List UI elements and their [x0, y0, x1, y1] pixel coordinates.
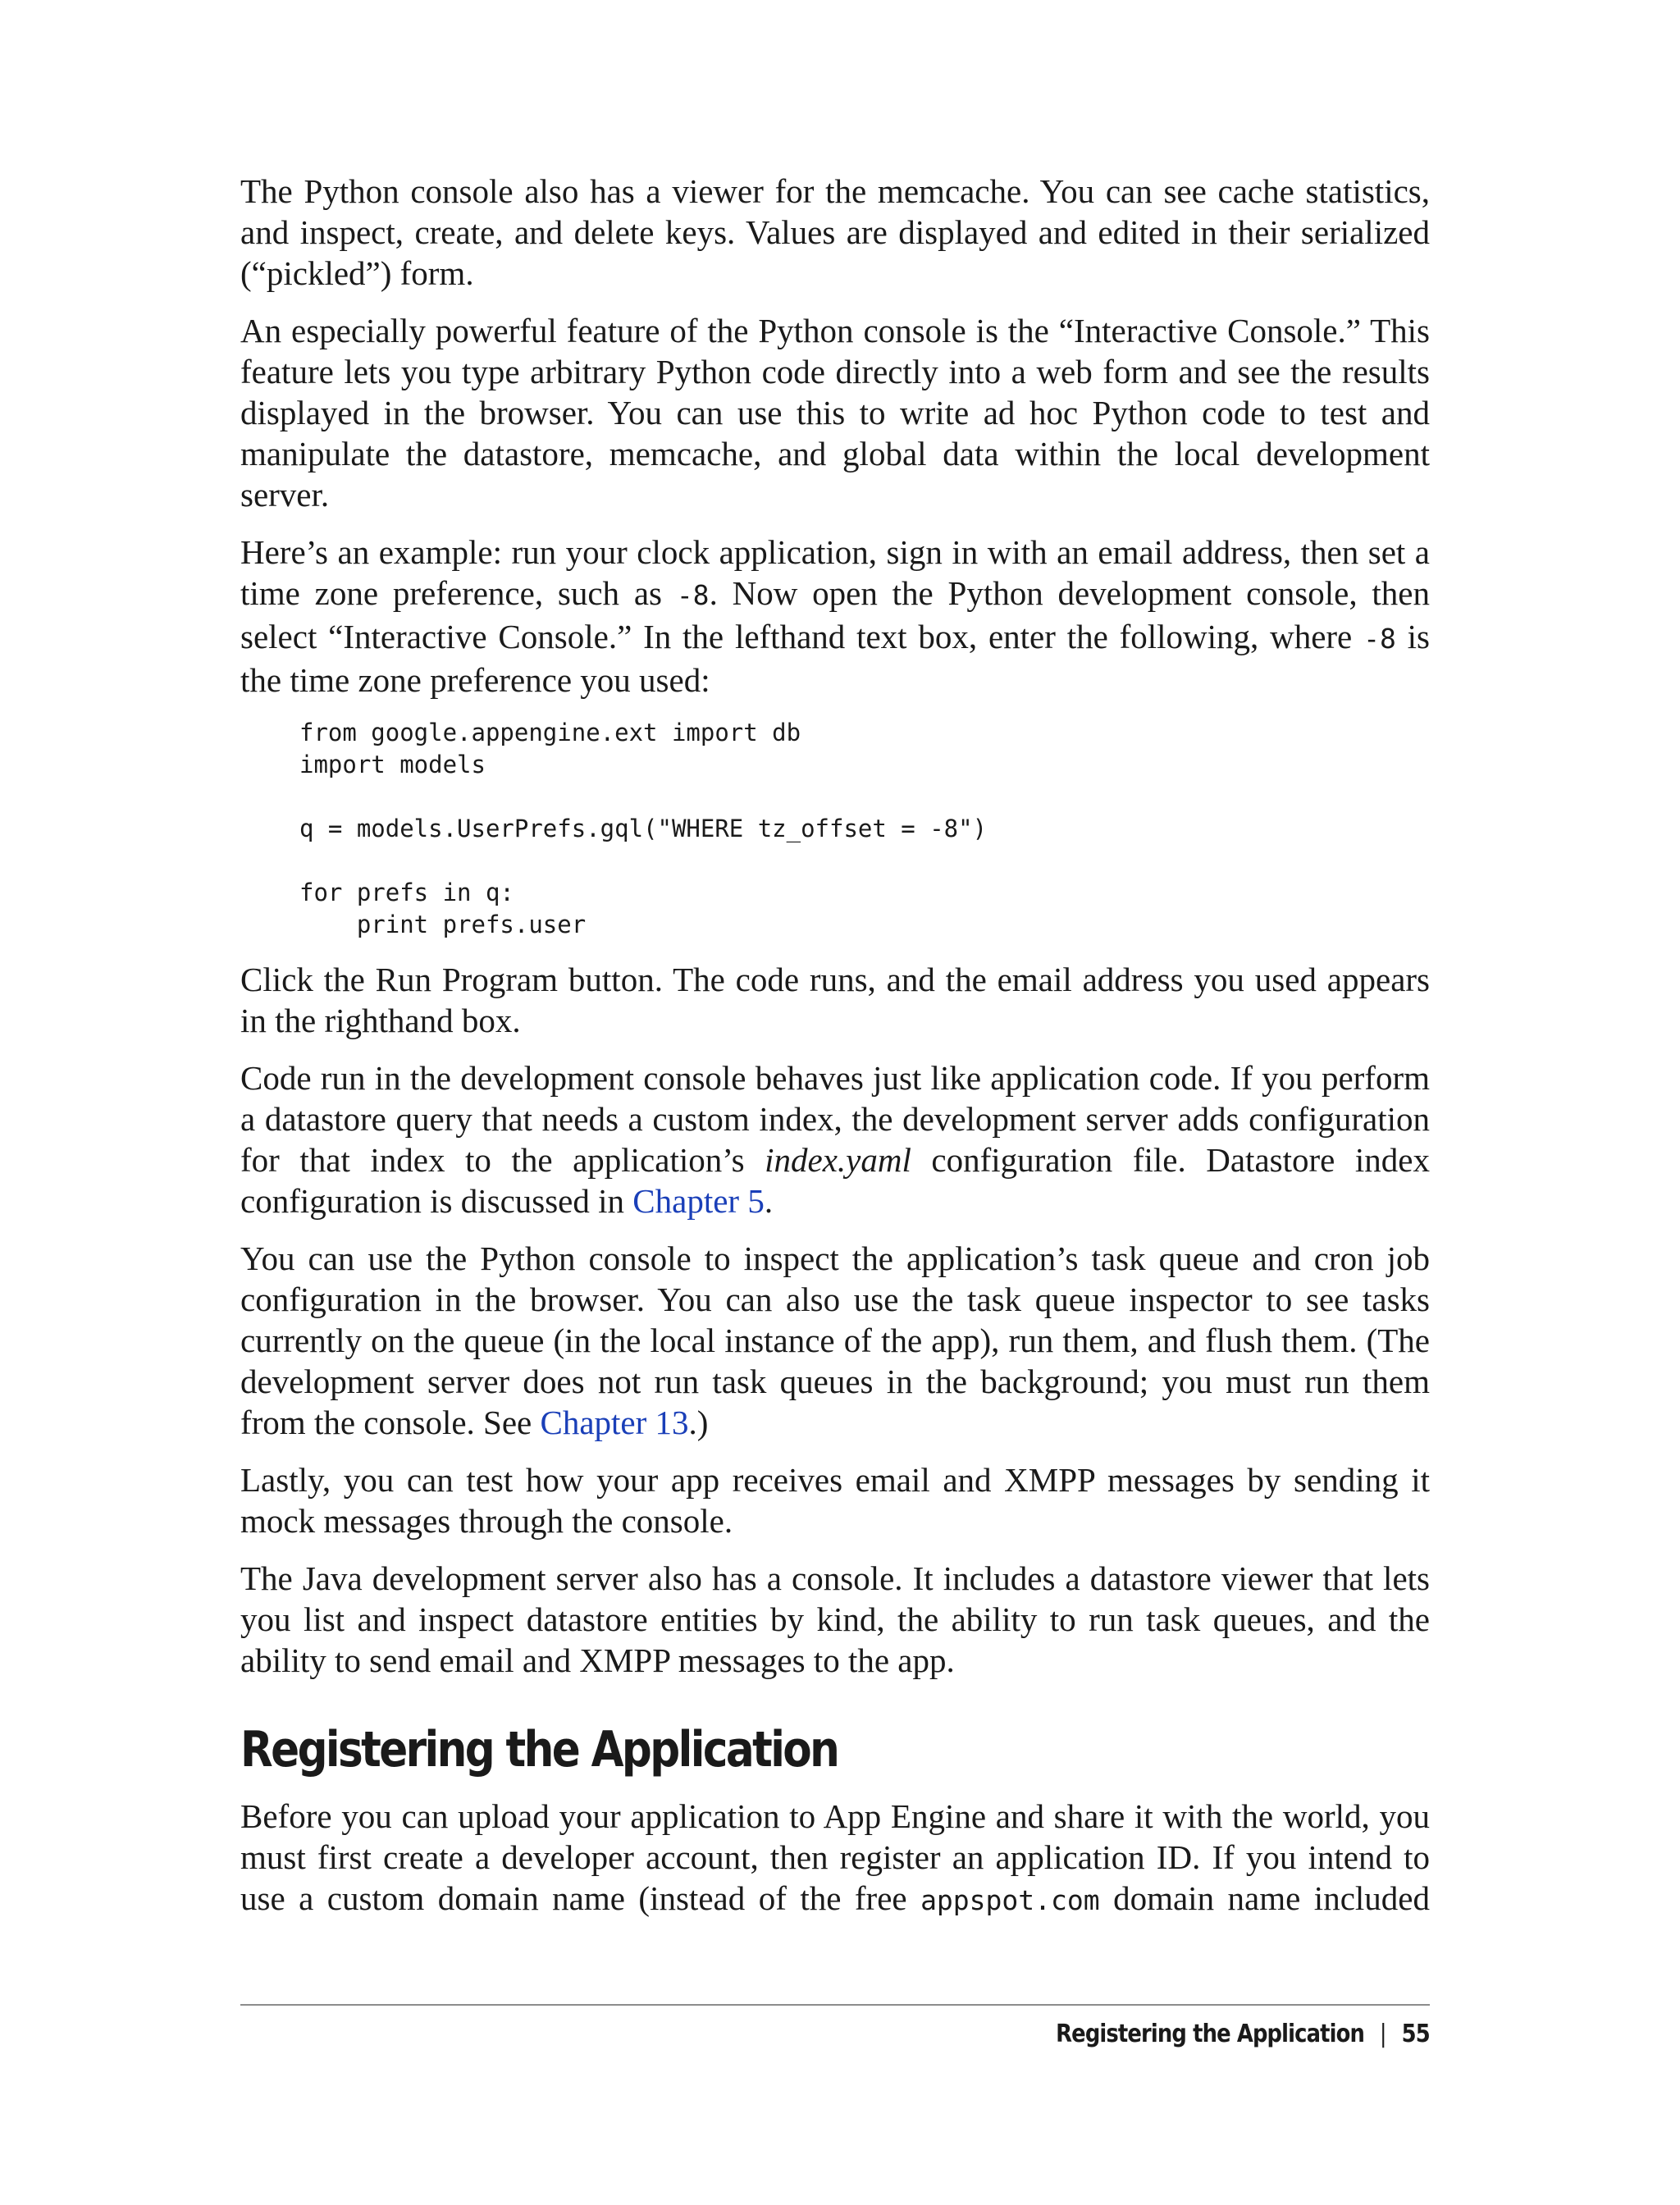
footer-running-title: Registering the Application [1056, 2020, 1365, 2048]
paragraph-example-text-2: . Now open the Python development console, then select “Interactive Console.” In the lefthand text box, enter the following, where [240, 574, 1430, 655]
paragraph-custom-index-text-3: . [764, 1182, 774, 1220]
paragraph-custom-index [240, 1057, 1430, 1221]
inline-code-tz-1: -8 [676, 579, 710, 611]
paragraph-run-program: Click the Run Program button. The code runs, and the email address you used appears in the righthand box. [240, 961, 1430, 1039]
paragraph-memcache-viewer: The Python console also has a viewer for the memcache. You can see cache statistics, and inspect, create, and delete keys. Values are displayed and edited in their serialized (“pickled”) form. [240, 172, 1430, 292]
filename-index-yaml: index.yaml [765, 1141, 911, 1179]
paragraph-example-text-1: Here’s an example: run your clock application, sign in with an email address, then set a time zone preference, such as [240, 533, 1430, 612]
paragraph-email-xmpp: Lastly, you can test how your app receives email and XMPP messages by sending it mock messages through the console. [240, 1461, 1430, 1540]
paragraph-example-text-3: is the time zone preference you used: [240, 618, 1430, 699]
link-chapter-13[interactable]: Chapter 13 [540, 1404, 689, 1441]
page-footer [1056, 2016, 1430, 2052]
paragraph-custom-index-text-2: configuration file. Datastore index configuration is discussed in [240, 1141, 1430, 1220]
paragraph-task-queue [240, 1238, 1430, 1443]
section-heading: Registering the Application [240, 1721, 838, 1778]
page-content [240, 171, 1430, 1921]
code-block: from google.appengine.ext import db import models q = models.UserPrefs.gql("WHERE tz_offset = -8") for prefs in q: print prefs.user [299, 719, 988, 938]
link-chapter-5[interactable]: Chapter 5 [632, 1182, 765, 1220]
footer-separator: | [1380, 2020, 1386, 2048]
page-number: 55 [1401, 2020, 1430, 2048]
footer-rule [240, 2004, 1430, 2006]
paragraph-custom-index-text-1: Code run in the development console behaves just like application code. If you perform a datastore query that needs a custom index, the development server adds configuration for that index to the application’s [240, 1059, 1430, 1179]
paragraph-task-queue-text-1: You can use the Python console to inspect the application’s task queue and cron job configuration in the browser. You can also use the task queue inspector to see tasks currently on the queue (in the local instance of the app), run them, and flush them. (The development server does not run task queues in the background; you must run them from the console. See [240, 1239, 1430, 1441]
inline-code-tz-2: -8 [1363, 623, 1396, 655]
paragraph-registering [240, 1796, 1430, 1921]
paragraph-interactive-console: An especially powerful feature of the Python console is the “Interactive Console.” This feature lets you type arbitrary Python code directly into a web form and see the results displayed in the browser. You can use this to write ad hoc Python code to test and manipulate the datastore, memcache, and global data within the local development server. [240, 312, 1430, 514]
paragraph-example [240, 532, 1430, 701]
inline-code-appspot: appspot.com [920, 1884, 1100, 1916]
paragraph-registering-text-1: Before you can upload your application to App Engine and share it with the world, you must first create a developer account, then register an application ID. If you intend to use a custom domain name (instead of the free [240, 1797, 1430, 1917]
paragraph-registering-text-2: domain name included [1099, 1879, 1430, 1917]
paragraph-java-console: The Java development server also has a console. It includes a datastore viewer that lets you list and inspect datastore entities by kind, the ability to run task queues, and the ability to send email and XMPP messages to the app. [240, 1559, 1430, 1679]
paragraph-task-queue-text-2: .) [688, 1404, 709, 1441]
